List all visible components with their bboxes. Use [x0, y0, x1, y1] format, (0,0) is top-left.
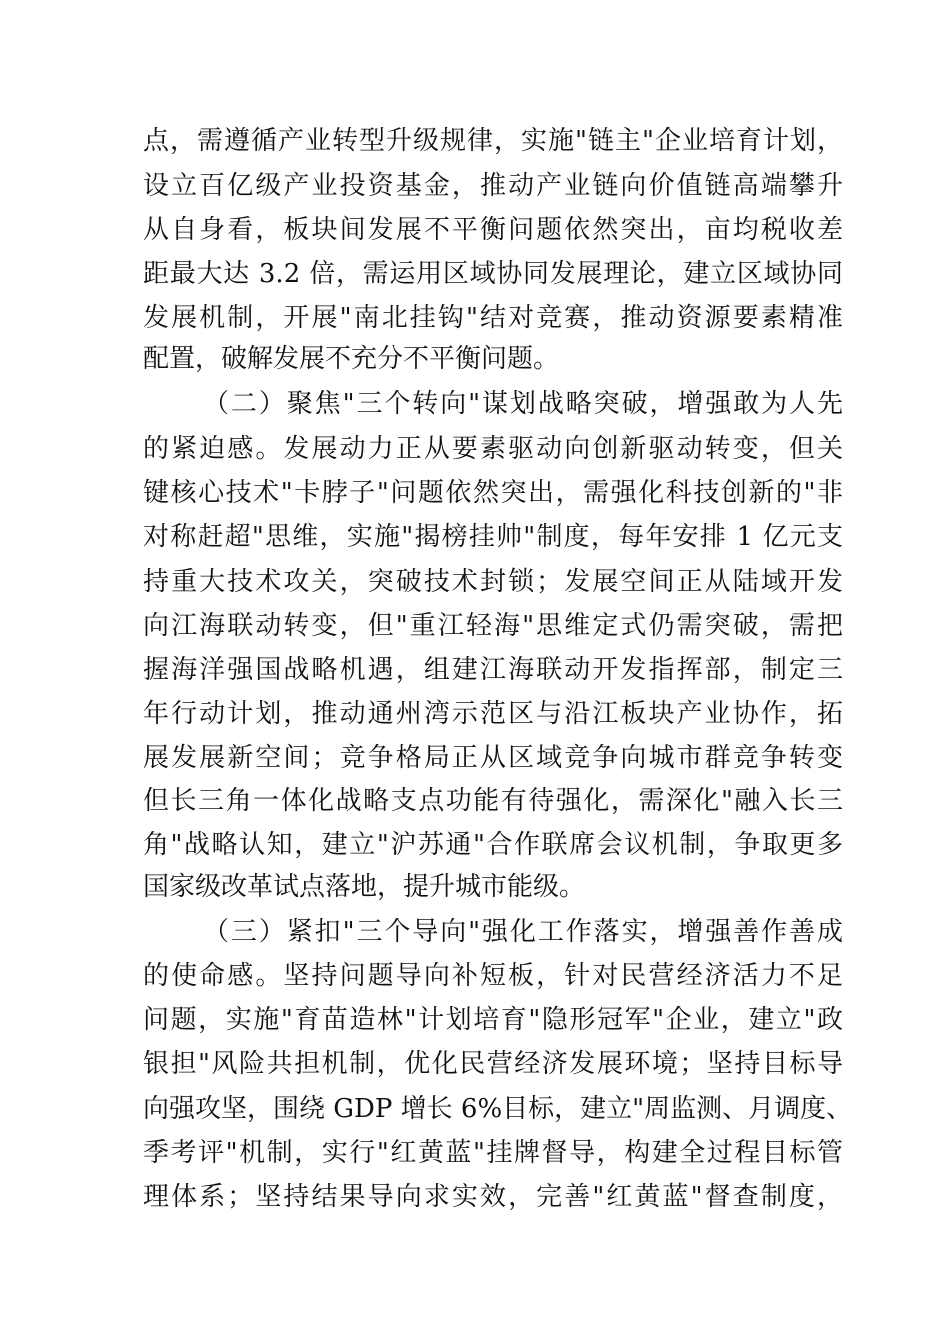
- text-line: 银担"风险共担机制，优化民营经济发展环境；坚持目标导: [143, 1049, 843, 1079]
- text-line: 持重大技术攻关，突破技术封锁；发展空间正从陆域开发: [143, 567, 843, 597]
- text-line: 展发展新空间；竞争格局正从区域竞争向城市群竞争转变: [143, 743, 843, 773]
- text-line: 键核心技术"卡脖子"问题依然突出，需强化科技创新的"非: [143, 478, 843, 508]
- text-line: 对称赶超"思维，实施"揭榜挂帅"制度，每年安排 1 亿元支: [143, 522, 843, 552]
- text-line: 年行动计划，推动通州湾示范区与沿江板块产业协作，拓: [143, 699, 843, 729]
- text-line: 配置，破解发展不充分不平衡问题。: [143, 344, 560, 374]
- text-line: 设立百亿级产业投资基金，推动产业链向价值链高端攀升: [143, 171, 843, 201]
- text-line: 点，需遵循产业转型升级规律，实施"链主"企业培育计划，: [143, 126, 843, 156]
- text-line: 问题，实施"育苗造林"计划培育"隐形冠军"企业，建立"政: [143, 1005, 843, 1035]
- text-line: 发展机制，开展"南北挂钩"结对竞赛，推动资源要素精准: [143, 303, 843, 333]
- text-line: 向强攻坚，围绕 GDP 增长 6%目标，建立"周监测、月调度、: [143, 1094, 853, 1124]
- text-line: 但长三角一体化战略支点功能有待强化，需深化"融入长三: [143, 786, 843, 816]
- text-line: 握海洋强国战略机遇，组建江海联动开发指挥部，制定三: [143, 655, 843, 685]
- text-line: 国家级改革试点落地，提升城市能级。: [143, 872, 586, 902]
- paragraph-heading-line: （三）紧扣"三个导向"强化工作落实，增强善作善成: [203, 917, 843, 947]
- text-line: 从自身看，板块间发展不平衡问题依然突出，亩均税收差: [143, 215, 843, 245]
- text-line: 距最大达 3.2 倍，需运用区域协同发展理论，建立区域协同: [143, 259, 843, 289]
- text-line: 季考评"机制，实行"红黄蓝"挂牌督导，构建全过程目标管: [143, 1138, 843, 1168]
- text-line: 角"战略认知，建立"沪苏通"合作联席会议机制，争取更多: [143, 830, 843, 860]
- text-line: 向江海联动转变，但"重江轻海"思维定式仍需突破，需把: [143, 611, 843, 641]
- text-line: 的使命感。坚持问题导向补短板，针对民营经济活力不足: [143, 961, 843, 991]
- paragraph-heading-line: （二）聚焦"三个转向"谋划战略突破，增强敢为人先: [203, 389, 843, 419]
- text-line: 的紧迫感。发展动力正从要素驱动向创新驱动转变，但关: [143, 434, 843, 464]
- text-line: 理体系；坚持结果导向求实效，完善"红黄蓝"督查制度，: [143, 1182, 843, 1212]
